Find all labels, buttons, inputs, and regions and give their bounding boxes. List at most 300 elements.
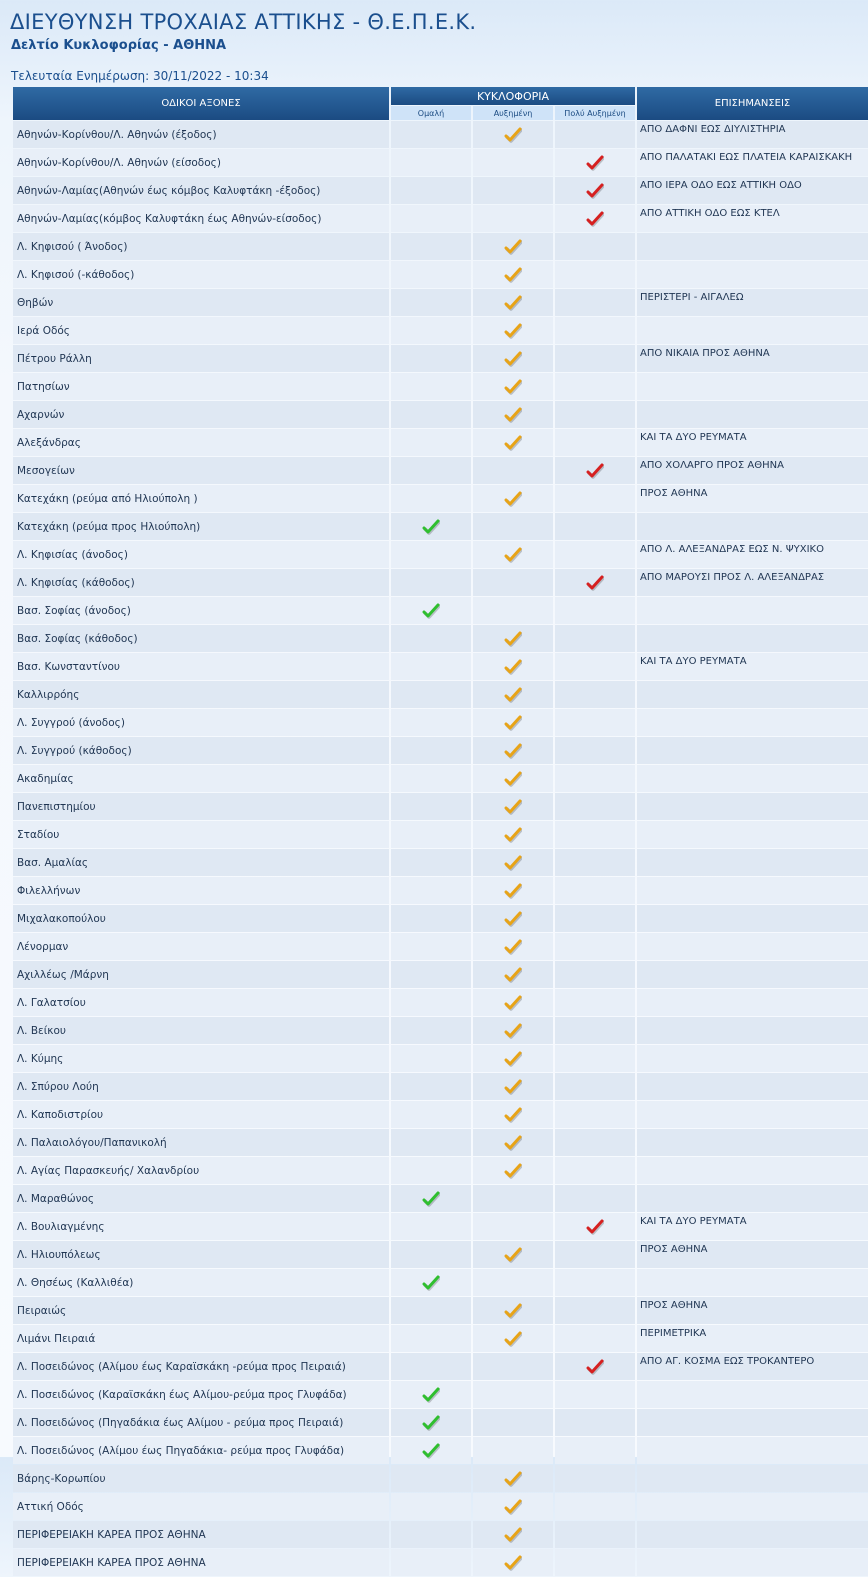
note-text [637, 625, 868, 652]
traffic-cell-normal [391, 1437, 471, 1464]
traffic-cell-normal [391, 821, 471, 848]
table-row [13, 261, 868, 288]
traffic-cell-heavy [555, 1213, 635, 1240]
checkmark-icon [586, 210, 604, 228]
table-row [13, 149, 868, 176]
traffic-cell-normal [391, 1465, 471, 1492]
traffic-cell-normal [391, 429, 471, 456]
checkmark-icon [504, 322, 522, 340]
table-row [13, 877, 868, 904]
traffic-cell-heavy [555, 513, 635, 540]
traffic-cell-normal [391, 989, 471, 1016]
checkmark-icon [586, 154, 604, 172]
traffic-cell-increased [473, 569, 553, 596]
traffic-cell-increased [473, 1017, 553, 1044]
traffic-cell-increased [473, 345, 553, 372]
traffic-cell-normal [391, 1073, 471, 1100]
table-row [13, 765, 868, 792]
checkmark-icon [504, 1526, 522, 1544]
header-level-increased: Αυξημένη [473, 106, 553, 120]
road-name: Λ. Ποσειδώνος (Πηγαδάκια έως Αλίμου - ρεύμα προς Πειραιά) [13, 1409, 389, 1436]
checkmark-icon [504, 966, 522, 984]
traffic-cell-increased [473, 849, 553, 876]
road-name: Λ. Συγγρού (άνοδος) [13, 709, 389, 736]
traffic-cell-increased [473, 1185, 553, 1212]
note-text [637, 905, 868, 932]
traffic-cell-increased [473, 597, 553, 624]
traffic-table [11, 86, 868, 1577]
header-level-heavy: Πολύ Αυξημένη [555, 106, 635, 120]
checkmark-icon [504, 1246, 522, 1264]
traffic-cell-normal [391, 653, 471, 680]
traffic-cell-heavy [555, 569, 635, 596]
traffic-cell-heavy [555, 709, 635, 736]
note-text: ΑΠΟ ΠΑΛΑΤΑΚΙ ΕΩΣ ΠΛΑΤΕΙΑ ΚΑΡΑΙΣΚΑΚΗ [637, 149, 868, 176]
checkmark-icon [422, 1386, 440, 1404]
traffic-cell-normal [391, 289, 471, 316]
traffic-cell-heavy [555, 233, 635, 260]
checkmark-icon [504, 1078, 522, 1096]
traffic-cell-normal [391, 149, 471, 176]
traffic-cell-increased [473, 765, 553, 792]
road-name: Αθηνών-Λαμίας(Αθηνών έως κόμβος Καλυφτάκη -έξοδος) [13, 177, 389, 204]
traffic-cell-heavy [555, 681, 635, 708]
road-name: Βασ. Σοφίας (κάθοδος) [13, 625, 389, 652]
checkmark-icon [586, 182, 604, 200]
road-name: Λ. Ποσειδώνος (Αλίμου έως Πηγαδάκια- ρεύμα προς Γλυφάδα) [13, 1437, 389, 1464]
traffic-cell-increased [473, 625, 553, 652]
road-name: Βασ. Κωνσταντίνου [13, 653, 389, 680]
road-name: Λ. Μαραθώνος [13, 1185, 389, 1212]
traffic-cell-heavy [555, 1353, 635, 1380]
note-text [637, 373, 868, 400]
note-text: ΑΠΟ ΧΟΛΑΡΓΟ ΠΡΟΣ ΑΘΗΝΑ [637, 457, 868, 484]
checkmark-icon [504, 406, 522, 424]
checkmark-icon [586, 462, 604, 480]
note-text [637, 933, 868, 960]
note-text [637, 989, 868, 1016]
traffic-cell-increased [473, 457, 553, 484]
note-text [637, 849, 868, 876]
traffic-cell-heavy [555, 149, 635, 176]
traffic-cell-heavy [555, 793, 635, 820]
traffic-cell-normal [391, 373, 471, 400]
road-name: Πατησίων [13, 373, 389, 400]
traffic-cell-increased [473, 653, 553, 680]
traffic-cell-increased [473, 1465, 553, 1492]
traffic-cell-normal [391, 1213, 471, 1240]
traffic-cell-heavy [555, 1493, 635, 1520]
traffic-cell-increased [473, 793, 553, 820]
traffic-cell-normal [391, 961, 471, 988]
checkmark-icon [504, 1022, 522, 1040]
checkmark-icon [504, 994, 522, 1012]
traffic-cell-heavy [555, 485, 635, 512]
note-text: ΑΠΟ ΜΑΡΟΥΣΙ ΠΡΟΣ Λ. ΑΛΕΞΑΝΔΡΑΣ [637, 569, 868, 596]
note-text: ΑΠΟ ΝΙΚΑΙΑ ΠΡΟΣ ΑΘΗΝΑ [637, 345, 868, 372]
note-text [637, 737, 868, 764]
note-text [637, 961, 868, 988]
road-name: Λένορμαν [13, 933, 389, 960]
table-row [13, 1269, 868, 1296]
road-name: Αχαρνών [13, 401, 389, 428]
table-row [13, 177, 868, 204]
table-row [13, 933, 868, 960]
note-text [637, 681, 868, 708]
table-row [13, 1241, 868, 1268]
traffic-cell-increased [473, 905, 553, 932]
table-row [13, 289, 868, 316]
note-text [637, 1045, 868, 1072]
road-name: Αττική Οδός [13, 1493, 389, 1520]
checkmark-icon [422, 1414, 440, 1432]
traffic-cell-increased [473, 989, 553, 1016]
traffic-cell-normal [391, 121, 471, 148]
table-row [13, 1101, 868, 1128]
traffic-cell-increased [473, 933, 553, 960]
traffic-cell-heavy [555, 653, 635, 680]
traffic-cell-normal [391, 1045, 471, 1072]
traffic-cell-normal [391, 709, 471, 736]
traffic-cell-increased [473, 681, 553, 708]
note-text [637, 1017, 868, 1044]
road-name: Πανεπιστημίου [13, 793, 389, 820]
traffic-cell-heavy [555, 849, 635, 876]
traffic-cell-heavy [555, 765, 635, 792]
table-row [13, 513, 868, 540]
table-row [13, 597, 868, 624]
traffic-cell-increased [473, 485, 553, 512]
traffic-cell-increased [473, 961, 553, 988]
traffic-cell-heavy [555, 737, 635, 764]
road-name: Λ. Βουλιαγμένης [13, 1213, 389, 1240]
checkmark-icon [504, 826, 522, 844]
road-name: Λ. Κύμης [13, 1045, 389, 1072]
note-text: ΑΠΟ ΑΤΤΙΚΗ ΟΔΟ ΕΩΣ ΚΤΕΛ [637, 205, 868, 232]
traffic-cell-increased [473, 1297, 553, 1324]
road-name: Αχιλλέως /Μάρνη [13, 961, 389, 988]
traffic-cell-heavy [555, 877, 635, 904]
note-text: ΑΠΟ ΔΑΦΝΙ ΕΩΣ ΔΙΥΛΙΣΤΗΡΙΑ [637, 121, 868, 148]
traffic-cell-heavy [555, 989, 635, 1016]
checkmark-icon [504, 770, 522, 788]
road-name: Βασ. Αμαλίας [13, 849, 389, 876]
table-row [13, 457, 868, 484]
road-name: Θηβών [13, 289, 389, 316]
checkmark-icon [504, 798, 522, 816]
traffic-cell-normal [391, 177, 471, 204]
traffic-cell-normal [391, 569, 471, 596]
road-name: ΠΕΡΙΦΕΡΕΙΑΚΗ ΚΑΡΕΑ ΠΡΟΣ ΑΘΗΝΑ [13, 1521, 389, 1548]
traffic-cell-increased [473, 1101, 553, 1128]
checkmark-icon [504, 294, 522, 312]
table-row [13, 1493, 868, 1520]
traffic-cell-normal [391, 1017, 471, 1044]
table-row [13, 1437, 868, 1464]
traffic-cell-increased [473, 1073, 553, 1100]
table-row [13, 1549, 868, 1576]
traffic-cell-increased [473, 1493, 553, 1520]
road-name: Κατεχάκη (ρεύμα προς Ηλιούπολη) [13, 513, 389, 540]
traffic-cell-normal [391, 317, 471, 344]
road-name: Καλλιρρόης [13, 681, 389, 708]
checkmark-icon [504, 546, 522, 564]
traffic-cell-increased [473, 1549, 553, 1576]
table-row [13, 345, 868, 372]
traffic-cell-increased [473, 1409, 553, 1436]
table-row [13, 1409, 868, 1436]
note-text [637, 1269, 868, 1296]
checkmark-icon [504, 1330, 522, 1348]
traffic-cell-increased [473, 205, 553, 232]
note-text [637, 1381, 868, 1408]
note-text [637, 709, 868, 736]
road-name: Αθηνών-Κορίνθου/Λ. Αθηνών (έξοδος) [13, 121, 389, 148]
table-row [13, 737, 868, 764]
checkmark-icon [504, 350, 522, 368]
traffic-cell-heavy [555, 1017, 635, 1044]
traffic-cell-increased [473, 429, 553, 456]
traffic-cell-heavy [555, 597, 635, 624]
table-row [13, 205, 868, 232]
traffic-cell-normal [391, 1521, 471, 1548]
traffic-cell-normal [391, 765, 471, 792]
traffic-rows [13, 121, 868, 1576]
traffic-cell-heavy [555, 905, 635, 932]
traffic-cell-increased [473, 121, 553, 148]
note-text [637, 597, 868, 624]
table-row [13, 401, 868, 428]
traffic-cell-normal [391, 625, 471, 652]
traffic-cell-heavy [555, 177, 635, 204]
traffic-cell-heavy [555, 373, 635, 400]
traffic-cell-heavy [555, 1409, 635, 1436]
note-text: ΠΡΟΣ ΑΘΗΝΑ [637, 1241, 868, 1268]
traffic-cell-heavy [555, 1129, 635, 1156]
traffic-cell-normal [391, 233, 471, 260]
table-row [13, 1129, 868, 1156]
checkmark-icon [504, 938, 522, 956]
road-name: Μιχαλακοπούλου [13, 905, 389, 932]
road-name: Λ. Ποσειδώνος (Αλίμου έως Καραϊσκάκη -ρεύμα προς Πειραιά) [13, 1353, 389, 1380]
traffic-cell-heavy [555, 429, 635, 456]
table-row [13, 653, 868, 680]
road-name: Λ. Ηλιουπόλεως [13, 1241, 389, 1268]
traffic-cell-normal [391, 485, 471, 512]
traffic-cell-normal [391, 793, 471, 820]
traffic-cell-normal [391, 1269, 471, 1296]
road-name: Πέτρου Ράλλη [13, 345, 389, 372]
note-text [637, 1157, 868, 1184]
traffic-cell-heavy [555, 345, 635, 372]
checkmark-icon [504, 1050, 522, 1068]
table-row [13, 541, 868, 568]
note-text: ΚΑΙ ΤΑ ΔΥΟ ΡΕΥΜΑΤΑ [637, 429, 868, 456]
checkmark-icon [504, 490, 522, 508]
traffic-cell-heavy [555, 1073, 635, 1100]
traffic-cell-heavy [555, 1325, 635, 1352]
table-row [13, 681, 868, 708]
traffic-cell-heavy [555, 1521, 635, 1548]
traffic-cell-heavy [555, 933, 635, 960]
traffic-cell-normal [391, 597, 471, 624]
traffic-cell-normal [391, 1129, 471, 1156]
traffic-cell-normal [391, 681, 471, 708]
traffic-cell-increased [473, 149, 553, 176]
traffic-cell-heavy [555, 289, 635, 316]
traffic-cell-heavy [555, 821, 635, 848]
note-text: ΠΡΟΣ ΑΘΗΝΑ [637, 1297, 868, 1324]
note-text: ΠΕΡΙΣΤΕΡΙ - ΑΙΓΑΛΕΩ [637, 289, 868, 316]
table-row [13, 625, 868, 652]
note-text [637, 1101, 868, 1128]
traffic-cell-increased [473, 177, 553, 204]
traffic-cell-heavy [555, 1297, 635, 1324]
traffic-cell-increased [473, 541, 553, 568]
checkmark-icon [504, 910, 522, 928]
table-row [13, 1381, 868, 1408]
traffic-cell-normal [391, 401, 471, 428]
traffic-cell-normal [391, 1409, 471, 1436]
traffic-cell-normal [391, 457, 471, 484]
note-text [637, 261, 868, 288]
traffic-cell-heavy [555, 1157, 635, 1184]
note-text [637, 793, 868, 820]
checkmark-icon [586, 1358, 604, 1376]
table-row [13, 1073, 868, 1100]
note-text [637, 1493, 868, 1520]
road-name: Λ. Γαλατσίου [13, 989, 389, 1016]
checkmark-icon [504, 1134, 522, 1152]
road-name: Λ. Ποσειδώνος (Καραϊσκάκη έως Αλίμου-ρεύμα προς Γλυφάδα) [13, 1381, 389, 1408]
table-row [13, 1521, 868, 1548]
table-row [13, 1185, 868, 1212]
checkmark-icon [586, 574, 604, 592]
traffic-cell-increased [473, 1437, 553, 1464]
traffic-cell-increased [473, 373, 553, 400]
table-row [13, 1325, 868, 1352]
checkmark-icon [504, 1498, 522, 1516]
table-row [13, 709, 868, 736]
page-title: ΔΙΕΥΘΥΝΣΗ ΤΡΟΧΑΙΑΣ ΑΤΤΙΚΗΣ - Θ.Ε.Π.Ε.Κ. [10, 10, 477, 34]
note-text: ΠΕΡΙΜΕΤΡΙΚΑ [637, 1325, 868, 1352]
table-row [13, 373, 868, 400]
traffic-cell-normal [391, 877, 471, 904]
traffic-cell-heavy [555, 121, 635, 148]
traffic-cell-increased [473, 1213, 553, 1240]
traffic-cell-normal [391, 205, 471, 232]
road-name: Λ. Θησέως (Καλλιθέα) [13, 1269, 389, 1296]
traffic-cell-heavy [555, 317, 635, 344]
traffic-cell-normal [391, 1101, 471, 1128]
traffic-cell-normal [391, 513, 471, 540]
checkmark-icon [504, 854, 522, 872]
table-row [13, 1157, 868, 1184]
traffic-cell-increased [473, 289, 553, 316]
traffic-cell-heavy [555, 541, 635, 568]
table-row [13, 1017, 868, 1044]
traffic-cell-increased [473, 513, 553, 540]
checkmark-icon [586, 1218, 604, 1236]
checkmark-icon [504, 630, 522, 648]
traffic-cell-heavy [555, 1269, 635, 1296]
checkmark-icon [504, 126, 522, 144]
road-name: Αθηνών-Λαμίας(κόμβος Καλυφτάκη έως Αθηνών-είσοδος) [13, 205, 389, 232]
table-row [13, 849, 868, 876]
traffic-cell-heavy [555, 457, 635, 484]
note-text [637, 877, 868, 904]
road-name: Λιμάνι Πειραιά [13, 1325, 389, 1352]
checkmark-icon [504, 714, 522, 732]
header-traffic: ΚΥΚΛΟΦΟΡΙΑ [391, 87, 635, 105]
note-text [637, 1409, 868, 1436]
traffic-cell-normal [391, 1185, 471, 1212]
note-text: ΑΠΟ ΑΓ. ΚΟΣΜΑ ΕΩΣ ΤΡΟΚΑΝΤΕΡΟ [637, 1353, 868, 1380]
traffic-cell-increased [473, 233, 553, 260]
traffic-cell-increased [473, 821, 553, 848]
checkmark-icon [504, 658, 522, 676]
note-text [637, 1073, 868, 1100]
checkmark-icon [504, 1162, 522, 1180]
traffic-cell-heavy [555, 1101, 635, 1128]
traffic-cell-normal [391, 737, 471, 764]
checkmark-icon [504, 434, 522, 452]
traffic-cell-increased [473, 737, 553, 764]
checkmark-icon [422, 1274, 440, 1292]
traffic-cell-heavy [555, 1549, 635, 1576]
traffic-cell-heavy [555, 1045, 635, 1072]
checkmark-icon [504, 378, 522, 396]
checkmark-icon [504, 742, 522, 760]
traffic-cell-normal [391, 1549, 471, 1576]
traffic-cell-increased [473, 1521, 553, 1548]
traffic-cell-normal [391, 1493, 471, 1520]
checkmark-icon [504, 238, 522, 256]
road-name: Λ. Καποδιστρίου [13, 1101, 389, 1128]
traffic-cell-heavy [555, 1185, 635, 1212]
road-name: Βασ. Σοφίας (άνοδος) [13, 597, 389, 624]
road-name: Λ. Κηφισίας (κάθοδος) [13, 569, 389, 596]
road-name: Λ. Αγίας Παρασκευής/ Χαλανδρίου [13, 1157, 389, 1184]
table-row [13, 1465, 868, 1492]
checkmark-icon [422, 602, 440, 620]
table-row [13, 961, 868, 988]
traffic-cell-heavy [555, 1381, 635, 1408]
header-roads: ΟΔΙΚΟΙ ΑΞΟΝΕΣ [13, 87, 389, 120]
table-row [13, 793, 868, 820]
table-row [13, 989, 868, 1016]
checkmark-icon [504, 1554, 522, 1572]
traffic-cell-increased [473, 1381, 553, 1408]
traffic-cell-normal [391, 1241, 471, 1268]
checkmark-icon [504, 882, 522, 900]
road-name: Αλεξάνδρας [13, 429, 389, 456]
traffic-cell-heavy [555, 401, 635, 428]
traffic-cell-normal [391, 905, 471, 932]
note-text [637, 1465, 868, 1492]
note-text: ΚΑΙ ΤΑ ΔΥΟ ΡΕΥΜΑΤΑ [637, 653, 868, 680]
note-text: ΠΡΟΣ ΑΘΗΝΑ [637, 485, 868, 512]
traffic-cell-heavy [555, 205, 635, 232]
note-text: ΑΠΟ Λ. ΑΛΕΞΑΝΔΡΑΣ ΕΩΣ Ν. ΨΥΧΙΚΟ [637, 541, 868, 568]
table-row [13, 1297, 868, 1324]
traffic-cell-increased [473, 261, 553, 288]
road-name: Λ. Κηφισού ( Άνοδος) [13, 233, 389, 260]
traffic-cell-increased [473, 709, 553, 736]
traffic-cell-heavy [555, 261, 635, 288]
page-subtitle: Δελτίο Κυκλοφορίας - ΑΘΗΝΑ [11, 38, 227, 53]
road-name: Αθηνών-Κορίνθου/Λ. Αθηνών (είσοδος) [13, 149, 389, 176]
